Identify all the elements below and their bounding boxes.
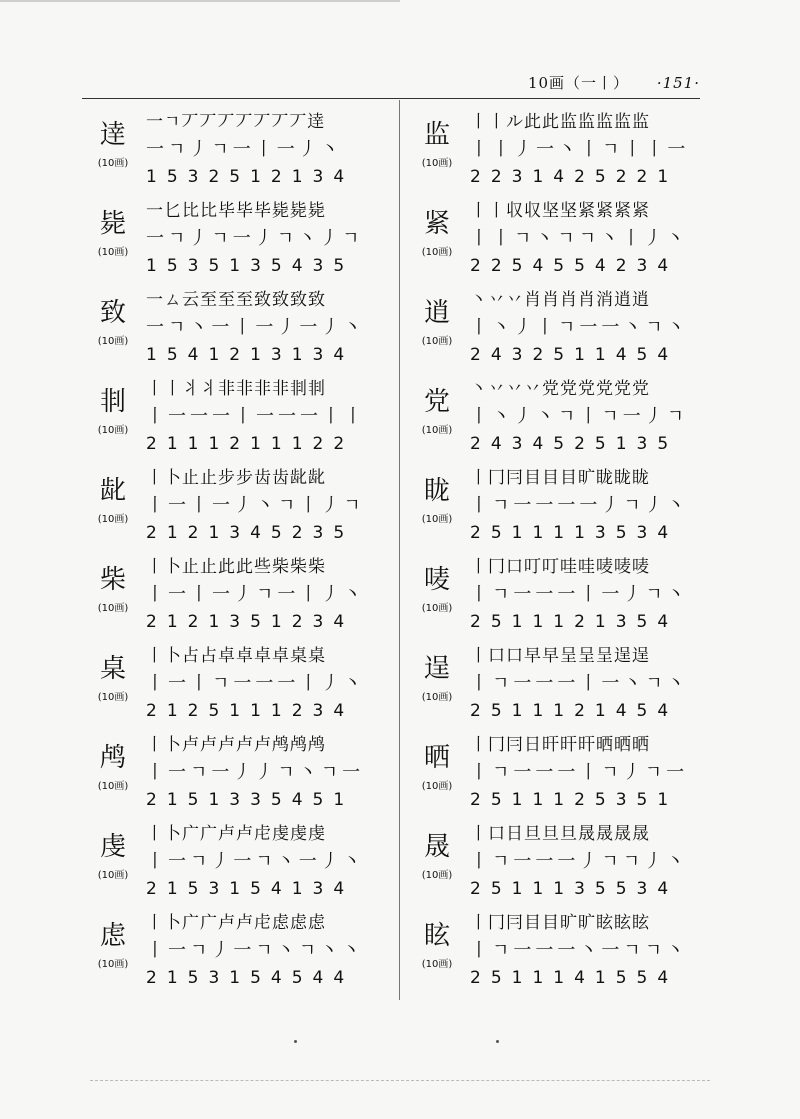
stroke-numbers: 2434525135 [470,434,679,454]
entry-character: 晒 [423,743,450,773]
stroke-count-tag: (10画) [421,870,453,881]
stroke-progression: 丶丷丷肖肖肖肖消逍逍 [470,290,650,310]
entry-character: 柴 [99,565,126,595]
stroke-shapes: 丨ㄱ一一一丨ㄱ丿ㄱ一 [470,762,689,783]
entry-character: 龀 [99,476,126,506]
stroke-shapes: 丨丨丿一丶丨ㄱ丨丨一 [470,139,690,160]
entry [412,820,712,909]
entry [88,375,388,464]
stroke-shapes: 一ㄱ丿ㄱ一丿ㄱ丶丿ㄱ [146,228,364,249]
entry [412,197,712,286]
entry [412,642,712,731]
column-divider [399,100,400,1000]
stroke-numbers: 2111211122 [146,434,355,454]
stroke-count-tag: (10画) [97,247,129,258]
stroke-progression: 丨卜占占卓卓卓卓桌桌 [146,646,326,666]
scan-speck [294,1040,297,1043]
stroke-numbers: 2511135534 [470,879,679,899]
stroke-count-tag: (10画) [97,781,129,792]
stroke-progression: 丨口口早早呈呈呈逞逞 [470,646,650,666]
stroke-count-tag: (10画) [421,336,453,347]
entry-character: 虔 [99,832,126,862]
entry [88,731,388,820]
entry-character: 鸬 [99,743,126,773]
stroke-numbers: 2432511454 [470,345,679,365]
entry [412,286,712,375]
stroke-shapes: 丨一丨一丿丶ㄱ丨丿ㄱ [146,495,365,516]
scan-top-edge [0,0,400,2]
page-number: ·151· [656,74,700,92]
entry-character: 监 [423,120,450,150]
entry [88,286,388,375]
entry [88,909,388,998]
stroke-shapes: 丨丶丿丶ㄱ丨ㄱ一丿ㄱ [470,406,689,427]
stroke-progression: 丨丨丬丬非非非非剕剕 [146,379,326,399]
stroke-shapes: 丨丶丿丨ㄱ一一丶ㄱ丶 [470,317,689,338]
entry-character: 毙 [99,209,126,239]
stroke-numbers: 2125111234 [146,701,355,721]
stroke-count-tag: (10画) [97,425,129,436]
stroke-shapes: 丨ㄱ一一一丨一丿ㄱ丶 [470,584,689,605]
entry-character: 虑 [99,921,126,951]
stroke-progression: 丨卜卢卢卢卢卢鸬鸬鸬 [146,735,326,755]
stroke-progression: 一匕比比毕毕毕毙毙毙 [146,201,326,221]
stroke-numbers: 2511121454 [470,701,679,721]
entry [88,108,388,197]
stroke-numbers: 1532512134 [146,167,355,187]
stroke-progression: 丶丷丷丷党党党党党党 [470,379,650,399]
stroke-shapes: 丨ㄱ一一一丨一丶ㄱ丶 [470,673,689,694]
stroke-progression: 丨口日旦旦旦晟晟晟晟 [470,824,650,844]
entry-character: 逍 [423,298,450,328]
entry [88,464,388,553]
stroke-count-tag: (10画) [97,870,129,881]
stroke-progression: 丨丨ル此此监监监监监 [470,112,650,132]
stroke-count-tag: (10画) [421,425,453,436]
stroke-count-tag: (10画) [97,336,129,347]
stroke-progression: 丨冂冃目目旷旷眩眩眩 [470,913,650,933]
stroke-shapes: 丨一ㄱ丿一ㄱ丶ㄱ丶丶 [146,940,365,961]
stroke-numbers: 2231425221 [470,167,679,187]
entry [412,108,712,197]
right-column [412,108,712,998]
stroke-shapes: 丨ㄱ一一一丶一ㄱㄱ丶 [470,940,689,961]
stroke-count-tag: (10画) [97,692,129,703]
entry [88,553,388,642]
entry-character: 逞 [423,654,450,684]
stroke-count-tag: (10画) [421,603,453,614]
entry [88,820,388,909]
entry [412,464,712,553]
stroke-numbers: 2151335451 [146,790,355,810]
stroke-shapes: 丨ㄱ一一一一丿ㄱ丿丶 [470,495,689,516]
entry-character: 党 [423,387,450,417]
stroke-progression: 丨卜止止步步齿齿龀龀 [146,468,326,488]
stroke-numbers: 1535135435 [146,256,355,276]
entry-character: 逹 [99,120,126,150]
stroke-progression: 丨冂冃日旰旰旰晒晒晒 [470,735,650,755]
stroke-count-tag: (10画) [421,247,453,258]
entry [88,197,388,286]
stroke-numbers: 2153154544 [146,968,355,988]
stroke-numbers: 2511121354 [470,612,679,632]
entry [412,731,712,820]
stroke-count-tag: (10画) [421,514,453,525]
stroke-shapes: 丨一ㄱ丿一ㄱ丶一丿丶 [146,851,365,872]
section-label: 10画（一丨） [527,74,630,92]
stroke-shapes: 丨一ㄱ一丿丿ㄱ丶ㄱ一 [146,762,365,783]
stroke-progression: 丨冂口叮叮哇哇唛唛唛 [470,557,650,577]
stroke-count-tag: (10画) [97,959,129,970]
entry-character: 晟 [423,832,450,862]
stroke-numbers: 1541213134 [146,345,355,365]
stroke-shapes: 丨ㄱ一一一丿ㄱㄱ丿丶 [470,851,689,872]
stroke-numbers: 2121351234 [146,612,355,632]
entry-character: 桌 [99,654,126,684]
stroke-count-tag: (10画) [421,158,453,169]
stroke-progression: 丨丨収収坚坚紧紧紧紧 [470,201,650,221]
stroke-shapes: 丨一丨ㄱ一一一丨丿丶 [146,673,366,694]
stroke-shapes: 一ㄱ丿ㄱ一丨一丿丶 [146,139,343,160]
stroke-progression: 丨卜止止此此些柴柴柴 [146,557,326,577]
stroke-shapes: 丨丨ㄱ丶ㄱㄱ丶丨丿丶 [470,228,689,249]
entry-character: 剕 [99,387,126,417]
stroke-count-tag: (10画) [421,781,453,792]
entry [412,553,712,642]
entry-character: 眬 [423,476,450,506]
header-rule [82,98,700,99]
stroke-numbers: 2511113534 [470,523,679,543]
left-column [88,108,388,998]
stroke-numbers: 2254554234 [470,256,679,276]
stroke-count-tag: (10画) [97,603,129,614]
entry [412,909,712,998]
stroke-numbers: 2153154134 [146,879,355,899]
entry [88,642,388,731]
scan-speck [496,1040,499,1043]
scan-bottom-edge [90,1080,710,1081]
stroke-count-tag: (10画) [421,959,453,970]
stroke-count-tag: (10画) [97,158,129,169]
entry-character: 致 [99,298,126,328]
entry-character: 眩 [423,921,450,951]
stroke-shapes: 丨一丨一丿ㄱ一丨丿丶 [146,584,366,605]
entry-character: 紧 [423,209,450,239]
stroke-shapes: 一ㄱ丶一丨一丿一丿丶 [146,317,366,338]
stroke-count-tag: (10画) [97,514,129,525]
stroke-progression: 丨卜广广卢卢虍虑虑虑 [146,913,326,933]
stroke-count-tag: (10画) [421,692,453,703]
page-header [82,72,700,98]
stroke-numbers: 2511141554 [470,968,679,988]
stroke-shapes: 丨一一一丨一一一丨丨 [146,406,366,427]
stroke-progression: 一ㄱ丆丆丆丆丆丆丆逹 [146,112,326,132]
stroke-progression: 丨卜广广卢卢虍虔虔虔 [146,824,326,844]
entry [412,375,712,464]
stroke-progression: 丨冂冃目目目旷眬眬眬 [470,468,650,488]
stroke-numbers: 2121345235 [146,523,355,543]
stroke-progression: 一ㄙ云至至至致致致致 [146,290,326,310]
entry-character: 唛 [423,565,450,595]
stroke-numbers: 2511125351 [470,790,679,810]
